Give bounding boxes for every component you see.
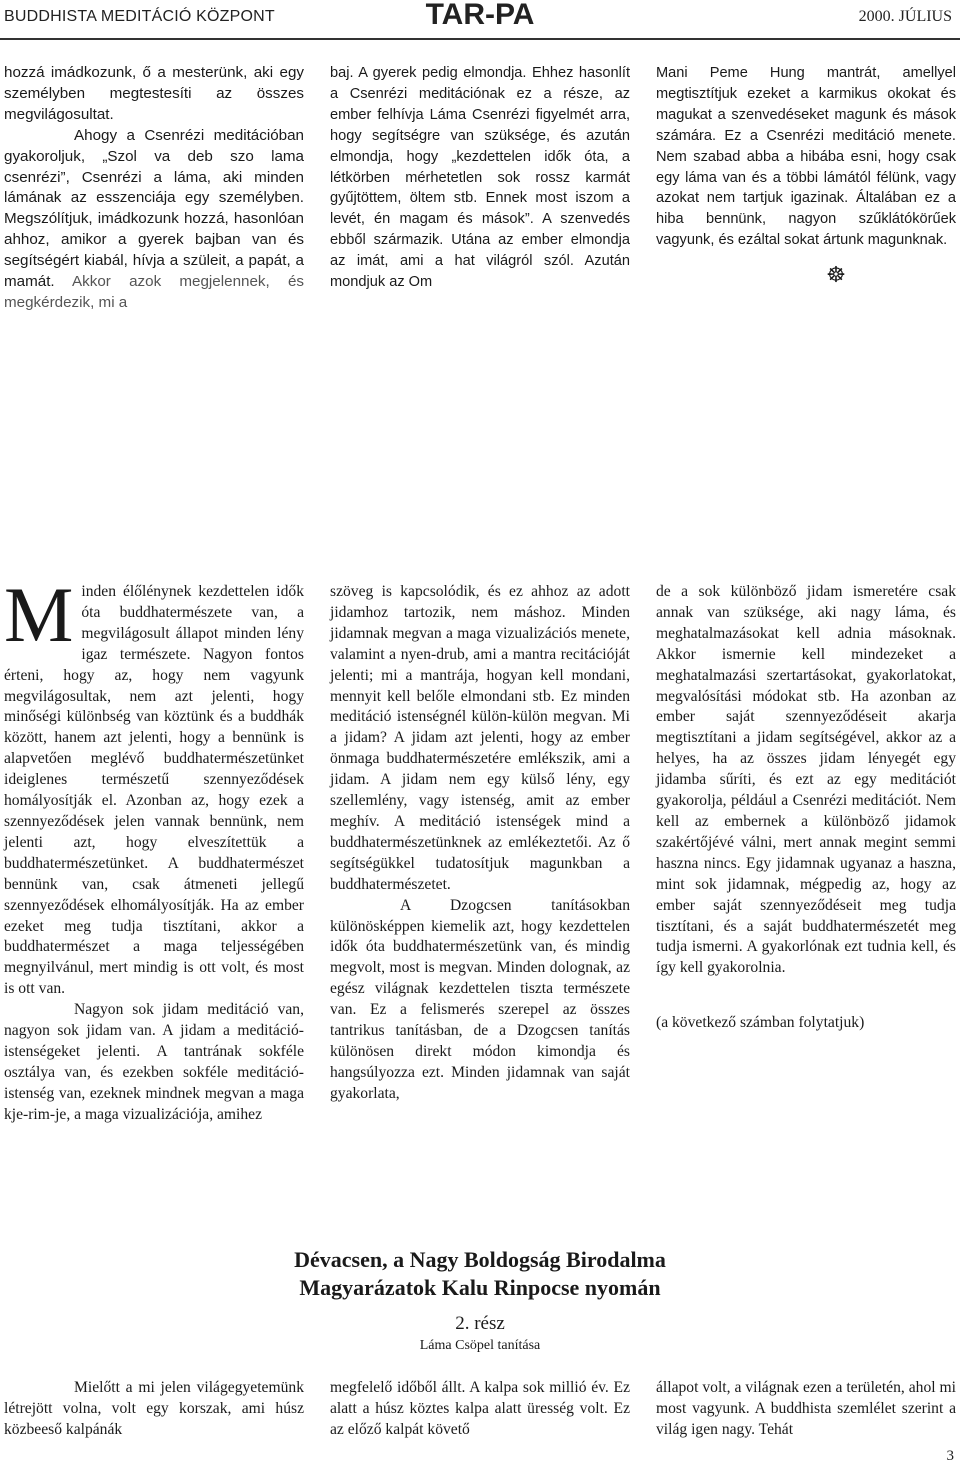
bottom-column-2 (330, 1378, 630, 1441)
text-span: inden élőlénynek kezdettelen idők óta buddhatermészete van, a megvilágosult állapot minden lény igaz természete. Nagyon fontos érteni, hogy az, hogy nem vagyunk megvilágosultak, nem azt jelenti, hogy minőségi különbség van köztünk és a buddhák között, hanem azt jelenti, hogy a bennünk is alapvetően meglévő buddhatermészetünket ideiglenes természetű szennyeződések homályosítják el. Azonban az, hogy ezek a szennyeződések jelen vannak bennünk, nem jelenti azt, hogy elveszítettük a buddhatermészetünket. A buddhatermészet bennünk van, csak átmeneti jellegű szennyeződések elhomályosítják. Ha az ember ezeket meg tudja tisztítani, akkor a buddhatermészet a maga teljességében megnyilvánul, mert mindig is ott volt, és most is ott van. (4, 583, 304, 998)
paragraph: állapot volt, a világnak ezen a területén, ahol mi most vagyunk. A buddhista szemlélet szerint a világ igen nagy. Tehát (656, 1379, 956, 1438)
continuation-note: (a következő számban folytatjuk) (656, 1014, 865, 1032)
article-part: 2. rész (455, 1313, 505, 1334)
paragraph (4, 126, 304, 314)
page-number: 3 (946, 1448, 954, 1464)
top-column-1 (4, 63, 304, 314)
text-span: Akkor azok megjelennek, és megkérdezik, mi a (4, 273, 304, 311)
top-column-3 (656, 63, 956, 286)
paragraph: Mani Peme Hung mantrát, amellyel megtisztítjuk ezeket a karmikus okokat és magukat a szenvedéseket magunk és mások számára. Ez a Csenrézi meditáció menete. Nem szabad abba a hibába esni, hogy csak egy láma van és a többi lámától félünk, vagy azokat nem tartjuk igazinak. Általában ez a hiba bennünk, nagyon szűklátókörűek vagyunk, és ezáltal sokat ártunk magunknak. (656, 65, 956, 249)
article-title: Dévacsen, a Nagy Boldogság Birodalma (294, 1247, 666, 1272)
middle-column-3 (656, 582, 956, 1034)
paragraph: Mielőtt a mi jelen világegyetemünk létrejött volna, volt egy korszak, ami húsz közbeeső kalpánák (4, 1379, 304, 1438)
paragraph: de a sok különböző jidam ismeretére csak annak van szüksége, aki nagy láma, és meghatalmazásokat kell adnia másoknak. Akkor ismernie kell mindezeket a meghatalmazási szertartásokat, gyakorlatokat, megvalósítási módokat stb. Ha azonban az ember saját szennyeződéseit akarja megtisztítani a jidam segítségével, akkor az a helyes, ha az összes jidam lényegét egy jidamba sűríti, és ezt az egy meditációt gyakorolja, például a Csenrézi meditációt. Nem kell az embernek a különböző jidamok szakértőjévé válni, mert annak megint semmi haszna nincs. Egy jidamnak ugyanaz a haszna, mint sok jidamnak, mégpedig az, hogy az ember saját szennyeződéseit meg tudja tisztítani, és a saját buddhatermészetét meg tudja ismerni. A gyakorlónak ezt tudnia kell, és így kell gyakorolnia. (656, 583, 956, 977)
magazine-title: TAR-PA (425, 0, 535, 31)
bottom-column-1 (4, 1378, 304, 1441)
text-span: Ahogy a Csenrézi meditációban gyakoroljuk, „Szol va deb szo lama csenrézi”, Csenrézi a láma, aki minden lámának az esszenciája egy személyben. (4, 126, 304, 207)
top-column-2 (330, 63, 630, 293)
paragraph: Nagyon sok jidam meditáció van, nagyon sok jidam van. A jidam a meditáció-istenségeket jelenti. A tantrának sokféle osztálya van, és ezekben sokféle meditáció-istenség van, ezeknek mindnek megvan a maga kje-rim-je, a maga vizualizációja, amihez (4, 1001, 304, 1123)
publisher-name: BUDDHISTA MEDITÁCIÓ KÖZPONT (4, 8, 275, 25)
paragraph: szöveg is kapcsolódik, és ez ahhoz az adott jidamhoz tartozik, nem máshoz. Minden jidamnak megvan a maga vizualizációs menete, valamint a nyen-drub, ami a mantra recitációját jelenti; mi a mantrája, hogyan kell mondani, mennyit kell belőle elmondani stb. Ez minden meditáció istenségnél külön-külön megvan. Mi a jidam? A jidam azt jelenti, hogy az ember önmaga buddhatermészetére emlékszik, ami a jidam. A jidam nem egy külső lény, egy szellemlény, vagy istenség, amit az ember meghív. A meditáció istenségek mind a buddhatermészetünknek az emlékeztetői. Az ő segítségükkel tudatosítjuk magunkban a buddhatermészetet. (330, 583, 630, 893)
article-subtitle: Magyarázatok Kalu Rinpocse nyomán (299, 1275, 661, 1300)
article-header (0, 1246, 960, 1354)
issue-date: 2000. JÚLIUS (858, 8, 952, 25)
paragraph: hozzá imádkozunk, ő a mesterünk, aki egy személyben megtestesíti az összes megvilágosultat. (4, 64, 304, 123)
paragraph: baj. A gyerek pedig elmondja. Ehhez hasonlít a Csenrézi meditációnak ez a része, az ember felhívja Láma Csenrézi figyelmét arra, hogy segítségre van szüksége, és azután elmondja, hogy „kezdettelen idők óta, a létkörben mérhetetlen sok rossz karmát gyűjtöttem, öltem stb. Ennek most iszom a levét, én magam és mások”. A szenvedés ebből származik. Utána az ember elmondja az imát, ami a hat világról szól. Azután mondjuk az Om (330, 65, 630, 291)
paragraph (4, 571, 304, 1000)
paragraph: megfelelő időből állt. A kalpa sok millió év. Ez alatt a húsz köztes kalpa alatt üresség volt. Ez az előző kalpát követő (330, 1379, 630, 1438)
bottom-column-3 (656, 1378, 956, 1441)
dharma-wheel-icon: ☸ (826, 262, 846, 288)
text-span: Megszólítjuk, imádkozunk hozzá, hasonlóan ahhoz, amikor a gyerek bajban van és segítségért kiabál, hívja a szüleit, a papát, a mamát. (4, 210, 304, 291)
paragraph: A Dzogcsen tanításokban különösképpen kiemelik azt, hogy kezdettelen idők óta buddhatermészetünk van, és mindig megvolt, most is megvan. Minden dolognak, az egész világnak kezdettelen tiszta természete van. Ez a felismerés szerepel az összes tantrikus tanításban, de a Dzogcsen tanítás különösen direkt módon kimondja és hangsúlyozza ezt. Minden jidamnak van saját gyakorlata, (330, 896, 630, 1102)
page-header (0, 0, 960, 36)
header-rule (0, 38, 960, 40)
middle-column-1 (4, 571, 304, 1126)
article-author: Láma Csöpel tanítása (419, 1338, 541, 1353)
middle-column-2 (330, 582, 630, 1105)
drop-cap: M (4, 571, 74, 658)
